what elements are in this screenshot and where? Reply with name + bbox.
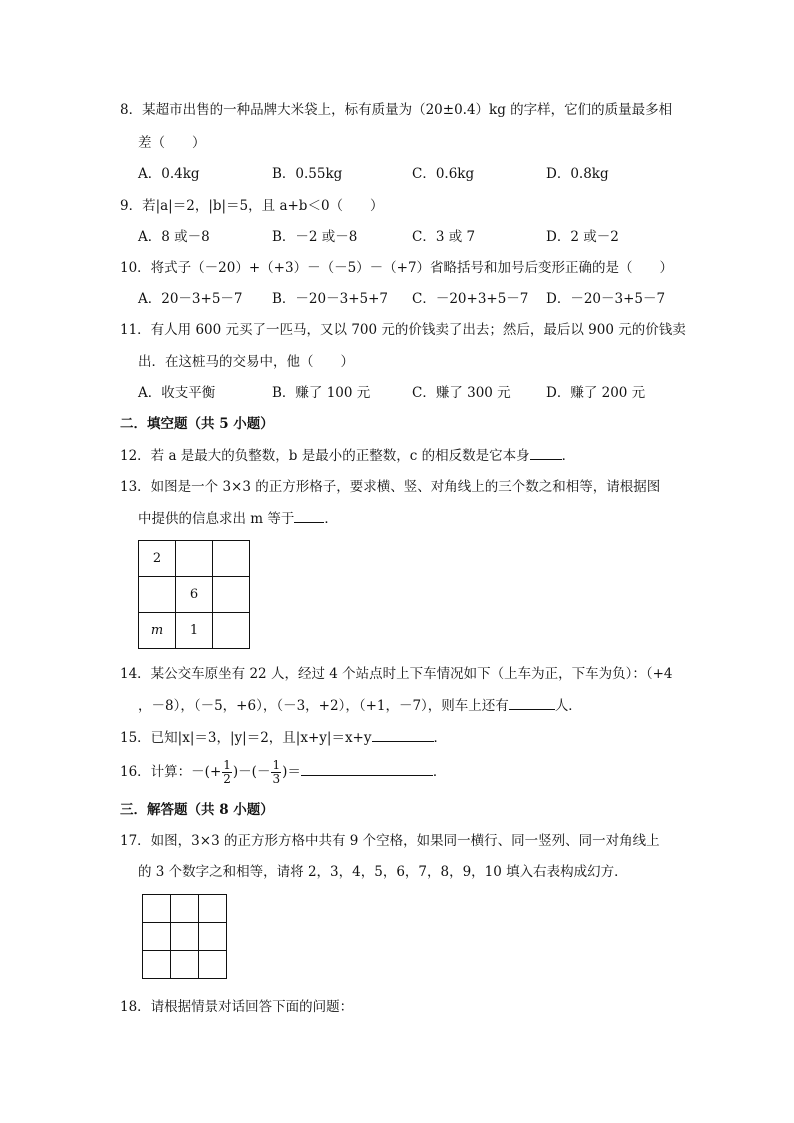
q11-option-b[interactable]: B．赚了 100 元 <box>272 385 371 401</box>
q13-grid-cell <box>213 577 250 613</box>
q17-empty-grid <box>142 894 227 979</box>
q13-grid-cell <box>213 613 250 649</box>
q10-option-a[interactable]: A．20－3+5－7 <box>138 291 243 307</box>
q13-grid-cell: 6 <box>176 577 213 613</box>
q17-grid-cell[interactable] <box>143 951 171 979</box>
q16-frac2-denominator: 3 <box>272 772 281 786</box>
q13-line1: 13．如图是一个 3×3 的正方形格子，要求横、竖、对角线上的三个数之和相等，请根据图 <box>120 479 661 495</box>
q14-end: 人． <box>554 698 582 714</box>
q17-line2: 的 3 个数字之和相等，请将 2，3，4，5，6，7，8，9，10 填入右表构成幻方． <box>138 864 628 880</box>
q13-magic-grid <box>138 540 250 649</box>
q18-line1: 18．请根据情景对话回答下面的问题： <box>120 999 354 1015</box>
q8-option-a[interactable]: A．0.4kg <box>138 166 200 182</box>
q12-text: 12．若 a 是最大的负整数，b 是最小的正整数，c 的相反数是它本身 <box>120 448 530 464</box>
q17-line1: 17．如图，3×3 的正方形方格中共有 9 个空格，如果同一横行、同一竖列、同一对角线上 <box>120 833 660 849</box>
q16-line <box>120 757 446 787</box>
q10-option-c[interactable]: C．－20+3+5－7 <box>412 291 529 307</box>
q12-end: ． <box>561 448 576 464</box>
section-fill-in-heading: 二．填空题（共 5 小题） <box>120 416 274 432</box>
q16-fraction-one-half <box>222 759 232 786</box>
q14-text: ，－8），（－5，+6），（－3，+2），（+1，－7），则车上还有 <box>138 698 509 714</box>
q16-mid: )－(－ <box>232 764 271 780</box>
q15-line <box>120 727 447 748</box>
q10-option-d[interactable]: D．－20－3+5－7 <box>546 291 666 307</box>
q14-line2 <box>138 695 582 716</box>
q16-end: ． <box>432 764 447 780</box>
q9-line1: 9．若|a|＝2，|b|＝5，且 a+b＜0（ ） <box>120 198 384 214</box>
q17-grid-cell[interactable] <box>143 895 171 923</box>
q13-grid-cell <box>139 577 176 613</box>
q8-line1: 8．某超市出售的一种品牌大米袋上，标有质量为（20±0.4）kg 的字样，它们的质量最多相 <box>120 102 673 118</box>
q17-grid-cell[interactable] <box>199 895 227 923</box>
q8-line2: 差（ ） <box>138 135 206 151</box>
q11-line1: 11．有人用 600 元买了一匹马，又以 700 元的价钱卖了出去；然后，最后以 900 元的价钱卖 <box>120 322 686 338</box>
q12-answer-blank[interactable] <box>530 445 562 460</box>
q16-frac2-numerator: 1 <box>272 758 281 772</box>
q17-grid-cell[interactable] <box>199 951 227 979</box>
q13-grid-cell: 2 <box>139 541 176 577</box>
q13-line2 <box>138 508 338 529</box>
q16-frac1-numerator: 1 <box>223 758 231 772</box>
q10-option-b[interactable]: B．－20－3+5+7 <box>272 291 388 307</box>
q13-grid-cell <box>176 541 213 577</box>
q17-grid-cell[interactable] <box>143 923 171 951</box>
q17-grid-cell[interactable] <box>171 951 199 979</box>
q13-grid-cell: 1 <box>176 613 213 649</box>
q17-grid-cell[interactable] <box>171 923 199 951</box>
q9-option-d[interactable]: D．2 或－2 <box>546 229 619 245</box>
q17-grid-cell[interactable] <box>171 895 199 923</box>
q8-option-b[interactable]: B．0.55kg <box>272 166 343 182</box>
q13-grid-cell: m <box>139 613 176 649</box>
q16-frac1-denominator: 2 <box>223 772 231 786</box>
q9-option-a[interactable]: A．8 或－8 <box>138 229 210 245</box>
q11-line2: 出．在这桩马的交易中，他（ ） <box>138 354 354 370</box>
q15-answer-blank[interactable] <box>372 727 434 742</box>
q15-text: 15．已知|x|＝3，|y|＝2，且|x+y|＝x+y <box>120 730 372 746</box>
q9-option-b[interactable]: B．－2 或－8 <box>272 229 358 245</box>
q13-text: 中提供的信息求出 m 等于 <box>138 511 295 527</box>
q13-grid-cell <box>213 541 250 577</box>
q11-option-a[interactable]: A．收支平衡 <box>138 385 216 401</box>
q14-line1: 14．某公交车原坐有 22 人，经过 4 个站点时上下车情况如下（上车为正，下车为负）：（+4 <box>120 666 673 682</box>
section-solutions-heading: 三．解答题（共 8 小题） <box>120 802 274 818</box>
q15-end: ． <box>433 730 447 746</box>
q9-option-c[interactable]: C．3 或 7 <box>412 229 476 245</box>
q16-answer-blank[interactable] <box>301 761 433 776</box>
q13-answer-blank[interactable] <box>294 508 324 523</box>
q17-grid-cell[interactable] <box>199 923 227 951</box>
q12-line <box>120 445 575 466</box>
q8-option-d[interactable]: D．0.8kg <box>546 166 609 182</box>
q14-answer-blank[interactable] <box>509 695 555 710</box>
q16-suffix: )＝ <box>282 764 301 780</box>
q10-line1: 10．将式子（－20）+（+3）－（－5）－（+7）省略括号和加号后变形正确的是（ ） <box>120 260 674 276</box>
q13-end: ． <box>324 511 338 527</box>
q11-option-d[interactable]: D．赚了 200 元 <box>546 385 646 401</box>
q16-fraction-one-third <box>271 759 281 786</box>
q16-prefix: 16．计算：－(+ <box>120 764 222 780</box>
q11-option-c[interactable]: C．赚了 300 元 <box>412 385 511 401</box>
q8-option-c[interactable]: C．0.6kg <box>412 166 475 182</box>
